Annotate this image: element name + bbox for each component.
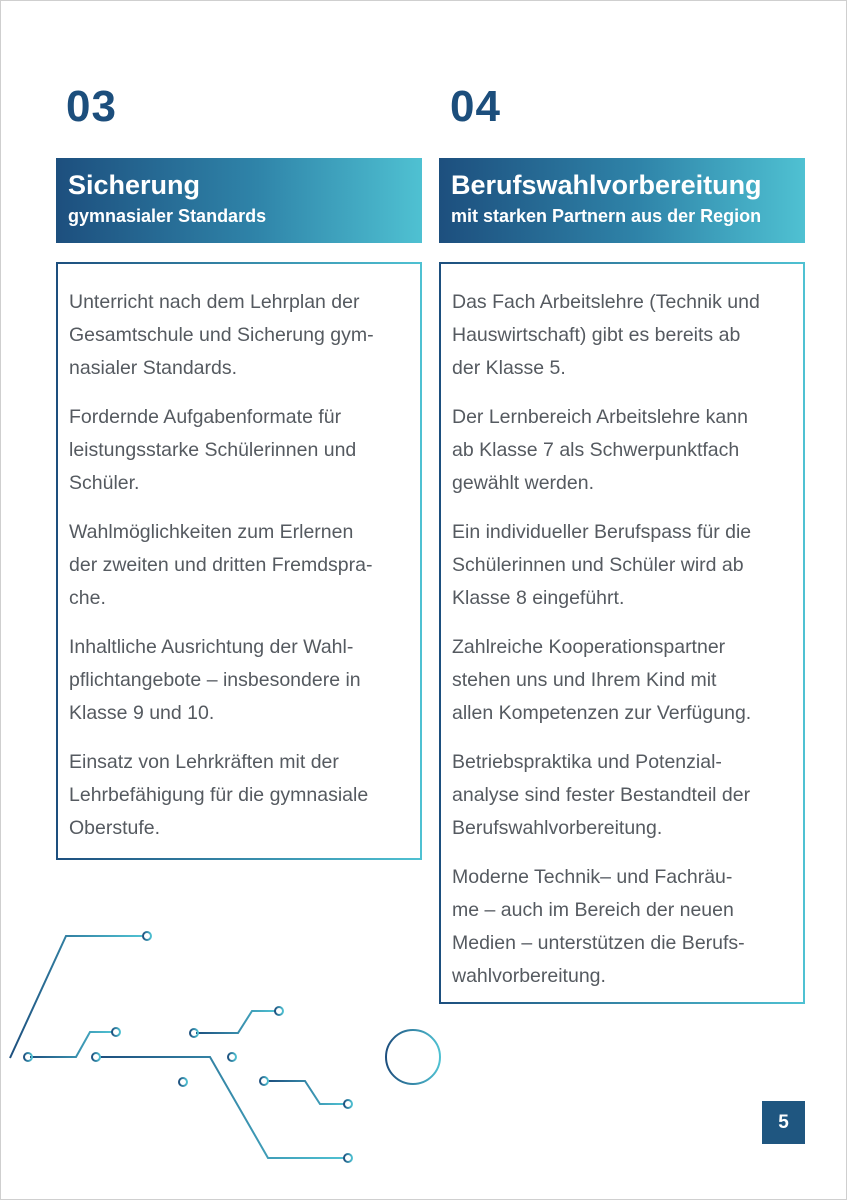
- section-number: 04: [450, 82, 501, 131]
- paragraph-line: Klasse 9 und 10.: [69, 702, 215, 724]
- circuit-decoration: [0, 920, 450, 1170]
- section-title: Berufswahlvorbereitung: [451, 170, 762, 200]
- paragraph-line: nasialer Standards.: [69, 357, 238, 379]
- paragraph-line: Medien – unterstützen die Berufs-: [452, 932, 745, 954]
- section-subtitle: gymnasialer Standards: [68, 206, 267, 226]
- paragraph-line: Gesamtschule und Sicherung gym-: [69, 324, 374, 346]
- paragraph-line: Fordernde Aufgabenformate für: [69, 406, 342, 428]
- paragraph-line: der zweiten und dritten Fremdspra-: [69, 554, 373, 576]
- section-content-box: [439, 262, 805, 1004]
- paragraph-line: gewählt werden.: [452, 472, 595, 494]
- paragraph-line: Moderne Technik– und Fachräu-: [452, 866, 733, 888]
- paragraph-line: Berufswahlvorbereitung.: [452, 817, 663, 839]
- section-subtitle: mit starken Partnern aus der Region: [451, 206, 762, 226]
- section-number: 03: [66, 82, 117, 131]
- paragraph-line: leistungsstarke Schülerinnen und: [69, 439, 357, 461]
- paragraph-line: wahlvorbereitung.: [452, 965, 606, 987]
- paragraph-line: Der Lernbereich Arbeitslehre kann: [452, 406, 748, 428]
- paragraph-line: Betriebspraktika und Potenzial-: [452, 751, 722, 773]
- paragraph-line: Lehrbefähigung für die gymnasiale: [69, 784, 369, 806]
- paragraph-line: Ein individueller Berufspass für die: [452, 521, 752, 543]
- bullet-paragraph: [69, 401, 410, 500]
- paragraph-line: pflichtangebote – insbesondere in: [69, 669, 361, 691]
- paragraph-line: Inhaltliche Ausrichtung der Wahl-: [69, 636, 354, 658]
- paragraph-line: Zahlreiche Kooperationspartner: [452, 636, 726, 658]
- paragraph-line: Unterricht nach dem Lehrplan der: [69, 291, 360, 313]
- bullet-paragraph: [452, 746, 793, 845]
- paragraph-line: che.: [69, 587, 106, 609]
- bullet-paragraph: [452, 401, 793, 500]
- section-content-box: [56, 262, 422, 860]
- paragraph-line: Einsatz von Lehrkräften mit der: [69, 751, 339, 773]
- bullet-paragraph: [452, 861, 793, 993]
- paragraph-line: Wahlmöglichkeiten zum Erlernen: [69, 521, 354, 543]
- bullet-paragraph: [69, 286, 410, 385]
- section-title: Sicherung: [68, 170, 201, 200]
- paragraph-line: ab Klasse 7 als Schwerpunktfach: [452, 439, 740, 461]
- paragraph-line: analyse sind fester Bestandteil der: [452, 784, 751, 806]
- section-banner: [439, 158, 805, 243]
- section-banner: [56, 158, 422, 243]
- paragraph-line: Das Fach Arbeitslehre (Technik und: [452, 291, 760, 313]
- paragraph-line: me – auch im Bereich der neuen: [452, 899, 734, 921]
- paragraph-line: Schülerinnen und Schüler wird ab: [452, 554, 744, 576]
- bullet-paragraph: [69, 631, 410, 730]
- paragraph-line: Oberstufe.: [69, 817, 161, 839]
- bullet-paragraph: [69, 746, 410, 845]
- paragraph-line: stehen uns und Ihrem Kind mit: [452, 669, 717, 691]
- paragraph-line: Hauswirtschaft) gibt es bereits ab: [452, 324, 741, 346]
- paragraph-line: allen Kompetenzen zur Verfügung.: [452, 702, 752, 724]
- bullet-paragraph: [452, 286, 793, 385]
- paragraph-line: Schüler.: [69, 472, 140, 494]
- bullet-paragraph: [452, 631, 793, 730]
- bullet-paragraph: [452, 516, 793, 615]
- paragraph-line: der Klasse 5.: [452, 357, 566, 379]
- page-number: 5: [762, 1101, 805, 1144]
- paragraph-line: Klasse 8 eingeführt.: [452, 587, 625, 609]
- bullet-paragraph: [69, 516, 410, 615]
